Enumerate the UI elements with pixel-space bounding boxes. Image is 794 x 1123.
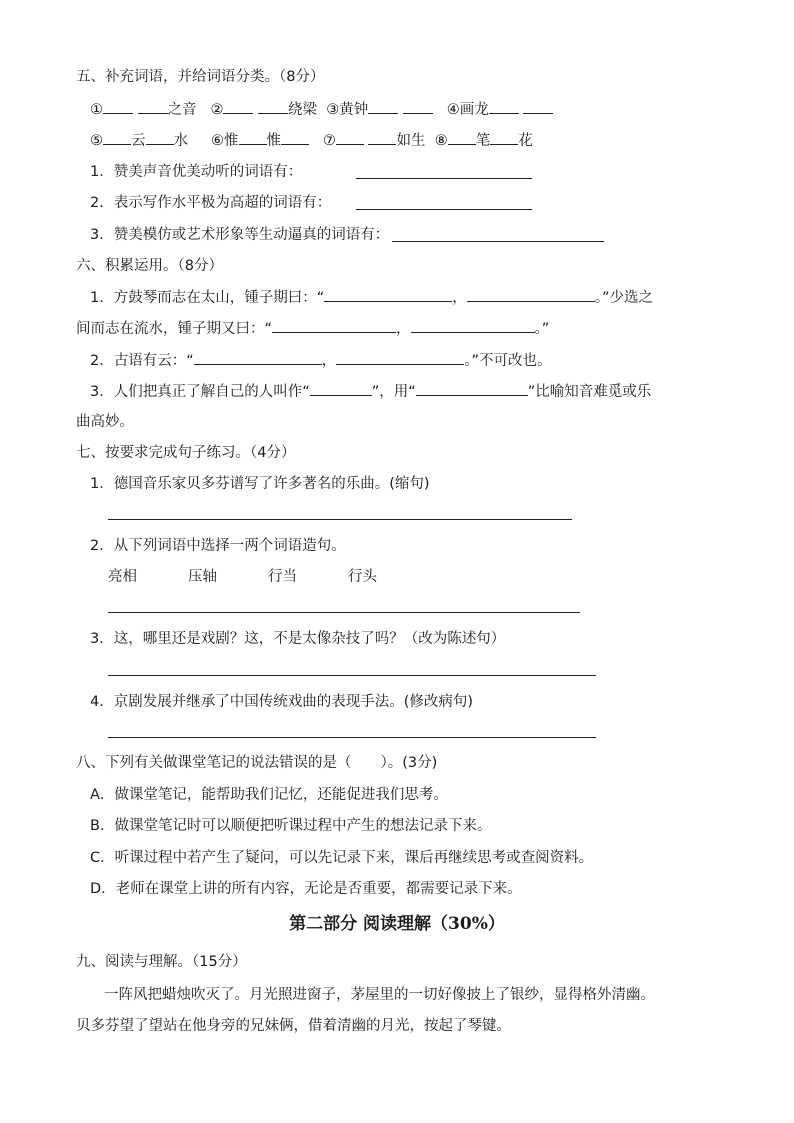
- section-5-row-1: [90, 99, 553, 120]
- word-option: 压轴: [188, 569, 217, 585]
- blank[interactable]: [258, 99, 288, 114]
- blank[interactable]: [489, 99, 519, 114]
- q1-text-f: 。”: [534, 321, 550, 337]
- section-5-title: 五、补充词语，并给词语分类。（8分）: [76, 69, 325, 85]
- item-2-number: ②: [210, 102, 224, 118]
- section-7-q4: 4．京剧发展并继承了中国传统戏曲的表现手法。(修改病句): [90, 694, 474, 710]
- answer-line[interactable]: [356, 209, 532, 210]
- blank[interactable]: [223, 99, 253, 114]
- item-1-text: 之音: [167, 102, 197, 118]
- q1-comma: ，: [452, 290, 467, 306]
- q1-text-c: 。”少选之: [594, 290, 654, 306]
- blank[interactable]: [194, 350, 322, 365]
- reading-paragraph-line-1: 一阵风把蜡烛吹灭了。月光照进窗子，茅屋里的一切好像披上了银纱，显得格外清幽。: [104, 987, 655, 1003]
- section-5-q3: 3．赞美模仿或艺术形象等生动逼真的词语有：: [90, 227, 390, 243]
- word-option: 行头: [348, 569, 377, 585]
- answer-line[interactable]: [392, 241, 604, 242]
- section-7-q2: 2．从下列词语中选择一两个词语造句。: [90, 538, 346, 554]
- blank[interactable]: [103, 130, 131, 145]
- blank[interactable]: [324, 287, 452, 302]
- word-options: [108, 567, 508, 587]
- q1-comma-2: ，: [396, 321, 411, 337]
- q2-text-c: 。”不可改也。: [464, 353, 552, 369]
- answer-line[interactable]: [108, 675, 596, 676]
- blank[interactable]: [272, 318, 396, 333]
- item-5-text-a: 云: [131, 133, 146, 149]
- item-8-text-b: 花: [518, 133, 533, 149]
- q3-text-c: ”比喻知音难觅或乐: [527, 384, 652, 400]
- q1-text-d: 间而志在流水，锺子期又曰：“: [76, 321, 273, 337]
- section-7-q1: 1．德国音乐家贝多芬谱写了许多著名的乐曲。(缩句): [90, 476, 430, 492]
- option-d: D．老师在课堂上讲的所有内容，无论是否重要，都需要记录下来。: [90, 881, 522, 897]
- blank[interactable]: [523, 99, 553, 114]
- q2-text-a: 2．古语有云：“: [90, 353, 194, 369]
- blank[interactable]: [336, 130, 364, 145]
- item-1-number: ①: [90, 102, 103, 118]
- word-option: 亮相: [108, 569, 137, 585]
- section-6-q1-line2: [76, 318, 549, 339]
- item-6-text-b: 惟: [266, 133, 282, 149]
- item-2-text: 绕梁: [288, 102, 318, 118]
- answer-line[interactable]: [108, 737, 596, 738]
- item-4-text: ④画龙: [446, 102, 489, 118]
- section-8-title: 八、下列有关做课堂笔记的说法错误的是（ ）。(3分): [76, 755, 438, 771]
- blank[interactable]: [281, 130, 309, 145]
- word-option: 行当: [268, 569, 297, 585]
- blank[interactable]: [138, 99, 168, 114]
- section-6-title: 六、积累运用。（8分）: [76, 258, 223, 274]
- item-8-text-a: 笔: [475, 133, 491, 149]
- section-5-q1: 1．赞美声音优美动听的词语有：: [90, 164, 303, 180]
- section-6-q2: [90, 350, 552, 371]
- answer-line[interactable]: [108, 612, 580, 613]
- section-9-title: 九、阅读与理解。（15分）: [76, 954, 247, 970]
- q3-text-a: 3．人们把真正了解自己的人叫作“: [90, 384, 310, 400]
- section-5-row-2: [90, 130, 533, 151]
- blank[interactable]: [336, 350, 464, 365]
- blank[interactable]: [403, 99, 433, 114]
- blank[interactable]: [146, 130, 174, 145]
- section-6-q1-line1: [90, 287, 653, 308]
- blank[interactable]: [368, 99, 398, 114]
- item-5-text-b: 水: [173, 133, 188, 149]
- section-7-title: 七、按要求完成句子练习。（4分）: [76, 445, 296, 461]
- item-5-number: ⑤: [90, 133, 103, 149]
- item-8-number: ⑧: [434, 133, 448, 149]
- blank[interactable]: [448, 130, 476, 145]
- section-7-q3: 3．这，哪里还是戏剧？这，不是太像杂技了吗？（改为陈述句）: [90, 631, 506, 647]
- item-6-text-a: ⑥惟: [211, 133, 239, 149]
- answer-line[interactable]: [108, 519, 572, 520]
- reading-paragraph-line-2: 贝多芬望了望站在他身旁的兄妹俩，借着清幽的月光，按起了琴键。: [76, 1018, 511, 1034]
- section-6-q3-line2: 曲高妙。: [76, 414, 134, 430]
- blank[interactable]: [467, 287, 595, 302]
- item-3-text: ③黄钟: [326, 102, 369, 118]
- blank[interactable]: [490, 130, 518, 145]
- q3-text-b: ”，用“: [371, 384, 416, 400]
- blank[interactable]: [310, 381, 372, 396]
- section-5-q2: 2．表示写作水平极为高超的词语有：: [90, 195, 332, 211]
- option-a: A．做课堂笔记，能帮助我们记忆，还能促进我们思考。: [90, 787, 448, 803]
- item-7-number: ⑦: [322, 133, 336, 149]
- blank[interactable]: [416, 381, 528, 396]
- q2-comma: ，: [321, 353, 337, 369]
- item-7-text: 如生: [396, 133, 426, 149]
- blank[interactable]: [239, 130, 267, 145]
- section-6-q3-line1: [90, 381, 651, 402]
- q1-text-a: 1．方鼓琴而志在太山，锺子期曰：“: [90, 290, 325, 306]
- part-2-title: 第二部分 阅读理解（30%）: [289, 914, 505, 934]
- blank[interactable]: [103, 99, 133, 114]
- answer-line[interactable]: [356, 178, 532, 179]
- blank[interactable]: [368, 130, 396, 145]
- option-c: C．听课过程中若产生了疑问，可以先记录下来，课后再继续思考或查阅资料。: [90, 850, 594, 866]
- blank[interactable]: [411, 318, 535, 333]
- option-b: B．做课堂笔记时可以顺便把听课过程中产生的想法记录下来。: [90, 818, 492, 834]
